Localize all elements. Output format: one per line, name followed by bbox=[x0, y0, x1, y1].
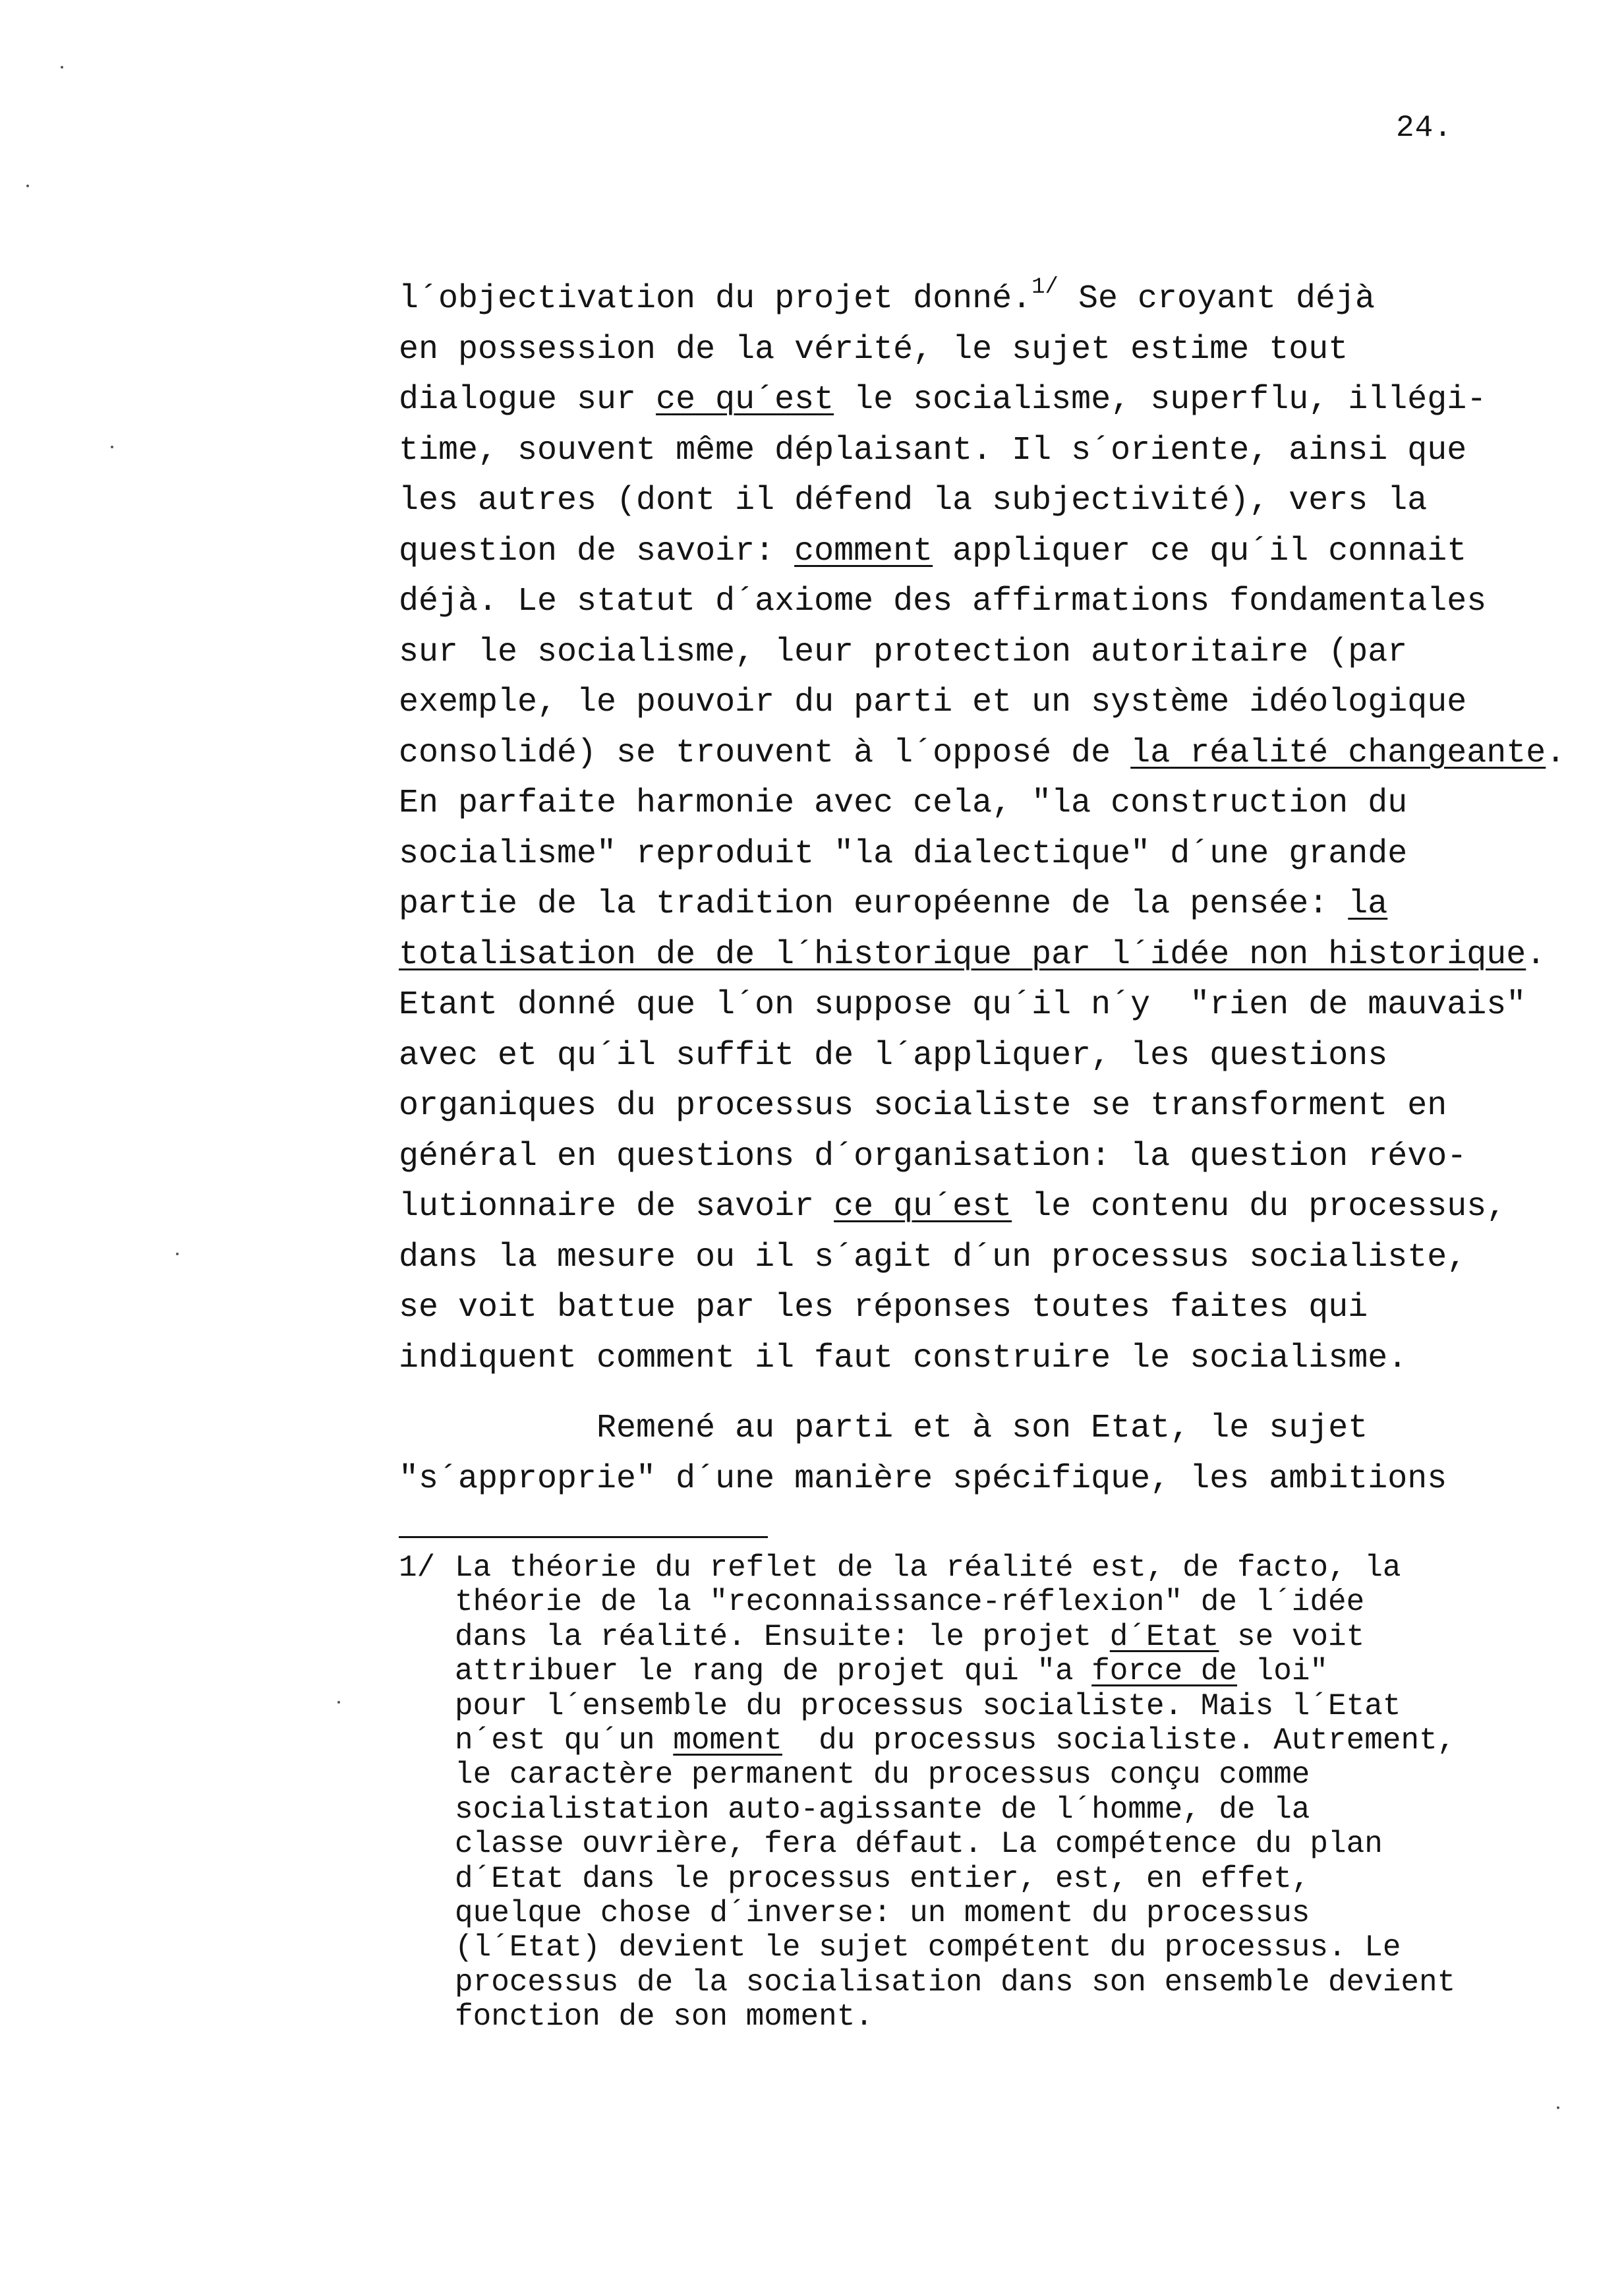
text-segment: question de savoir: bbox=[399, 532, 795, 570]
footnote-line bbox=[399, 1585, 1585, 1619]
text-segment: déjà. Le statut d´axiome des affirmations fondamentales bbox=[399, 583, 1487, 620]
text-segment: théorie de la "reconnaissance-réflexion" de l´idée bbox=[455, 1585, 1365, 1620]
page-number: 24. bbox=[1396, 111, 1453, 145]
text-segment: Etant donné que l´on suppose qu´il n´y "rien de mauvais" bbox=[399, 986, 1526, 1024]
text-line bbox=[399, 375, 1572, 426]
scan-speck bbox=[176, 1253, 179, 1255]
scan-speck bbox=[337, 1701, 340, 1704]
underlined-phrase: la réalité changeante bbox=[1130, 734, 1546, 772]
text-segment: attribuer le rang de projet qui "a bbox=[455, 1654, 1092, 1689]
scan-speck bbox=[1557, 2106, 1559, 2109]
text-line bbox=[399, 1182, 1572, 1233]
scan-speck bbox=[61, 66, 63, 69]
scan-speck bbox=[111, 446, 113, 448]
text-segment: le socialisme, superflu, illégi- bbox=[834, 381, 1487, 419]
text-segment: d´Etat dans le processus entier, est, en effet, bbox=[455, 1861, 1310, 1896]
text-line bbox=[399, 527, 1572, 578]
text-segment: organiques du processus socialiste se transforment en bbox=[399, 1087, 1447, 1125]
text-line bbox=[399, 325, 1572, 376]
text-segment: classe ouvrière, fera défaut. La compétence du plan bbox=[455, 1827, 1383, 1862]
underlined-phrase: moment bbox=[673, 1723, 782, 1758]
text-line bbox=[399, 1283, 1572, 1334]
body-text bbox=[399, 274, 1572, 1504]
underlined-phrase: ce qu´est bbox=[656, 381, 834, 419]
text-segment: exemple, le pouvoir du parti et un système idéologique bbox=[399, 684, 1467, 721]
text-line bbox=[399, 274, 1572, 325]
text-line bbox=[399, 1132, 1572, 1183]
text-segment: appliquer ce qu´il connait bbox=[933, 532, 1467, 570]
text-segment: le caractère permanent du processus conçu comme bbox=[455, 1758, 1310, 1793]
text-segment: se voit bbox=[1219, 1619, 1365, 1654]
footnote-line bbox=[399, 1758, 1585, 1792]
text-line bbox=[399, 426, 1572, 477]
text-segment: (l´Etat) devient le sujet compétent du processus. Le bbox=[455, 1930, 1401, 1965]
footnote-line bbox=[399, 2000, 1585, 2034]
underlined-phrase: force de bbox=[1091, 1654, 1238, 1689]
text-segment: pour l´ensemble du processus socialiste. Mais l´Etat bbox=[455, 1688, 1401, 1723]
text-segment: socialistation auto-agissante de l´homme, de la bbox=[455, 1792, 1310, 1827]
text-segment: fonction de son moment. bbox=[455, 2000, 873, 2035]
text-segment: dans la mesure ou il s´agit d´un processus socialiste, bbox=[399, 1238, 1467, 1276]
text-segment: time, souvent même déplaisant. Il s´oriente, ainsi que bbox=[399, 431, 1467, 469]
footnote-line bbox=[399, 1896, 1585, 1930]
text-segment: général en questions d´organisation: la question révo- bbox=[399, 1137, 1467, 1175]
footnote-line bbox=[399, 1862, 1585, 1896]
footnote-reference: 1/ bbox=[1031, 275, 1058, 300]
text-segment: avec et qu´il suffit de l´appliquer, les questions bbox=[399, 1036, 1388, 1075]
underlined-phrase: ce qu´est bbox=[834, 1188, 1012, 1226]
text-segment: partie de la tradition européenne de la pensée: bbox=[399, 885, 1348, 923]
text-segment: loi" bbox=[1237, 1654, 1329, 1689]
text-segment: lutionnaire de savoir bbox=[399, 1188, 834, 1226]
footnote bbox=[399, 1551, 1585, 2034]
underlined-phrase: totalisation de de l´historique par l´idée non historique bbox=[399, 936, 1526, 974]
text-line bbox=[399, 930, 1572, 981]
text-segment: La théorie du reflet de la réalité est, de facto, la bbox=[455, 1551, 1401, 1585]
footnote-line bbox=[399, 1723, 1585, 1758]
text-line bbox=[399, 1233, 1572, 1284]
footnote-number: 1/ bbox=[399, 1551, 436, 1585]
text-line bbox=[399, 628, 1572, 678]
footnote-line bbox=[399, 1620, 1585, 1654]
text-line bbox=[399, 1334, 1572, 1384]
text-segment: n´est qu´un bbox=[455, 1723, 674, 1758]
text-segment: quelque chose d´inverse: un moment du processus bbox=[455, 1895, 1310, 1930]
text-segment: indiquent comment il faut construire le socialisme. bbox=[399, 1339, 1408, 1377]
underlined-phrase: comment bbox=[794, 532, 933, 570]
text-line bbox=[399, 577, 1572, 628]
text-segment: . bbox=[1526, 936, 1546, 974]
text-segment: Remené au parti et à son Etat, le sujet bbox=[399, 1410, 1368, 1447]
text-segment: En parfaite harmonie avec cela, "la construction du bbox=[399, 785, 1408, 822]
text-segment: du processus socialiste. Autrement, bbox=[782, 1723, 1456, 1758]
text-segment: Se croyant déjà bbox=[1058, 280, 1376, 318]
text-segment: sur le socialisme, leur protection autoritaire (par bbox=[399, 633, 1408, 671]
text-segment: les autres (dont il défend la subjectivité), vers la bbox=[399, 482, 1428, 520]
text-line bbox=[399, 1404, 1572, 1454]
text-segment: en possession de la vérité, le sujet estime tout bbox=[399, 330, 1348, 369]
footnote-line bbox=[399, 1965, 1585, 2000]
text-segment: dans la réalité. Ensuite: le projet bbox=[455, 1619, 1110, 1654]
paragraph-gap bbox=[399, 1384, 1572, 1404]
footnote-line bbox=[399, 1689, 1585, 1723]
underlined-phrase: la bbox=[1348, 885, 1388, 923]
text-segment: le contenu du processus, bbox=[1012, 1188, 1507, 1226]
footnote-line bbox=[399, 1793, 1585, 1827]
footnote-line bbox=[399, 1551, 1585, 1585]
text-line bbox=[399, 476, 1572, 527]
text-line bbox=[399, 779, 1572, 829]
text-line bbox=[399, 1454, 1572, 1505]
footnote-line bbox=[399, 1930, 1585, 1965]
text-line bbox=[399, 728, 1572, 779]
text-line bbox=[399, 678, 1572, 728]
footnote-line bbox=[399, 1827, 1585, 1861]
underlined-phrase: d´Etat bbox=[1109, 1619, 1219, 1654]
text-segment: socialisme" reproduit "la dialectique" d´une grande bbox=[399, 835, 1408, 873]
text-segment: dialogue sur bbox=[399, 381, 656, 419]
text-segment: l´objectivation du projet donné. bbox=[399, 280, 1032, 318]
text-segment: se voit battue par les réponses toutes faites qui bbox=[399, 1289, 1368, 1326]
text-line bbox=[399, 829, 1572, 880]
footnote-separator bbox=[399, 1536, 768, 1538]
scan-speck bbox=[26, 185, 29, 187]
text-line bbox=[399, 879, 1572, 930]
text-line bbox=[399, 1031, 1572, 1082]
text-segment: "s´approprie" d´une manière spécifique, les ambitions bbox=[399, 1460, 1447, 1498]
text-segment: consolidé) se trouvent à l´opposé de bbox=[399, 734, 1131, 772]
text-line bbox=[399, 1081, 1572, 1132]
text-segment: processus de la socialisation dans son ensemble devient bbox=[455, 1965, 1456, 2000]
text-segment: . bbox=[1546, 734, 1566, 772]
footnote-line bbox=[399, 1654, 1585, 1688]
text-line bbox=[399, 980, 1572, 1031]
